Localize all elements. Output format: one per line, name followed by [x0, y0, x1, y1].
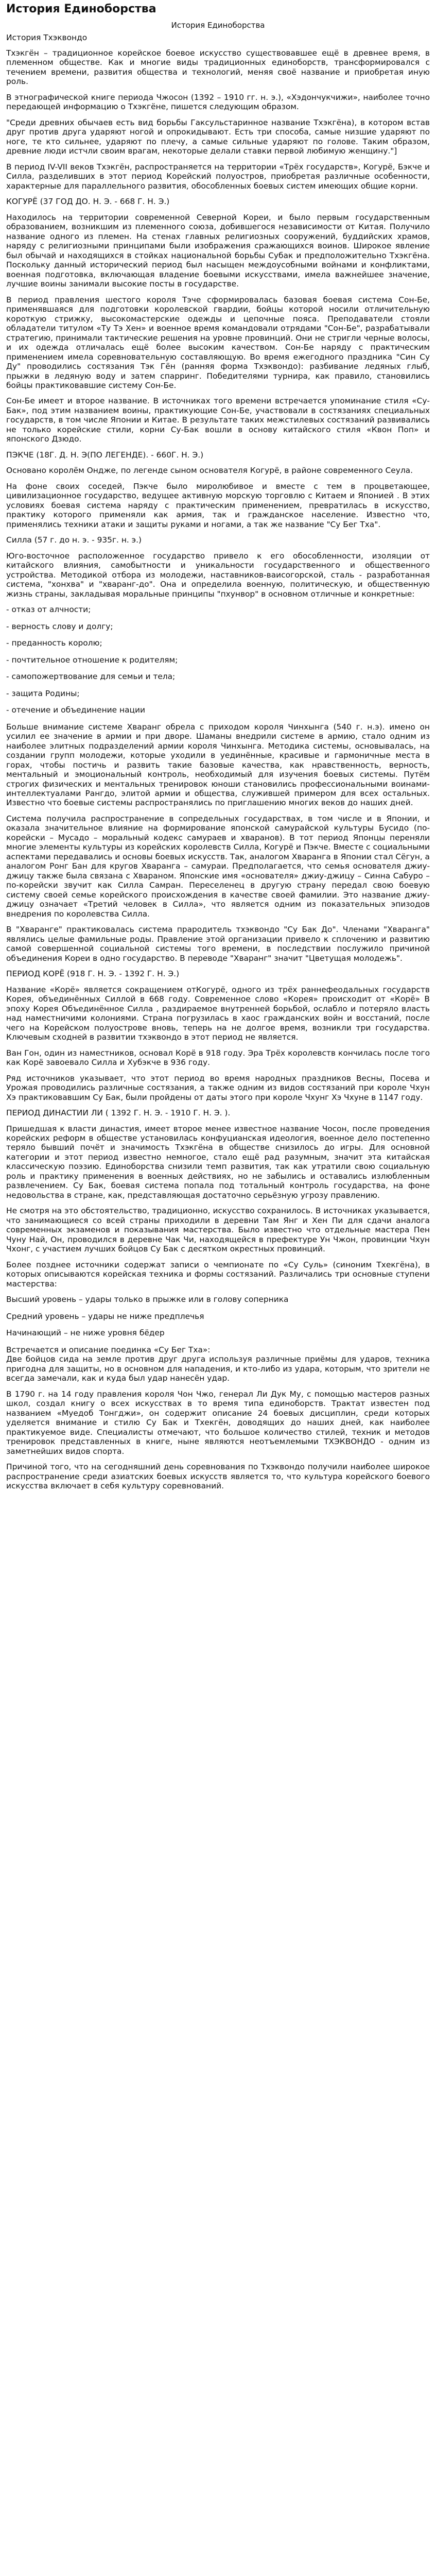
paragraph: Не смотря на это обстоятельство, традиционно, искусство сохранилось. В источниках указывается, что занимающиеся со всей страны приходили в деревни Там Янг и Хен Пи для сдачи аналога современных экзаменов и показывания мастерства. Было известно что отдельные мастера Пен Чуну Най, Он, проводился в деревне Чак Чи, находящейся в префектуре Ун Чжон, провинции Чхун Чхонг, с участием лучших бойцов Су Бак с десятком окрестных провинций. [6, 1206, 430, 1254]
paragraph: Ряд источников указывает, что этот период во время народных праздников Весны, Посева и Урожая проводились различные состязания, а также одним из видов состязаний при короле Чхун Хэ практиковавшим Су Бак, были пройдены от даты этого при короле Чхунг Хэ Чхуне в 1147 году. [6, 1073, 430, 1102]
document-body [0, 33, 436, 1491]
paragraph: На фоне своих соседей, Пэкче было миролюбивое и вместе с тем в процветающее, цивилизационное государство, ведущее активную морскую торговлю с Китаем и Японией . В этих условиях боевая система наряду с практическим применением, превратилась в искусство, практику которого применяли как армия, так и гражданское население. Известно что, применялись техники атаки и защиты руками и ногами, а так же название "Су Бег Тха". [6, 481, 430, 529]
paragraph: В "Хваранге" практиковалась система прародитель тхэквондо "Су Бак До". Членами "Хваранга" являлись целые фамильные роды. Правление этой организации привело к сплочению и развитию самой совершенной социальной системы того времени, в последствии послужило причиной объединения Кореи в одно государство. В переводе "Хваранг" значит "Цветущая молодежь". [6, 925, 430, 963]
paragraph: Тхэкгён – традиционное корейское боевое искусство существовавшее ещё в древнее время, в племенном обществе. Как и многие виды традиционных единоборств, трансформировался с течением времени, развития общества и технологий, меняя своё название и приобретая иную роль. [6, 48, 430, 87]
list-item: - отказ от алчности; [6, 605, 91, 615]
text-line: История Тхэквондо [6, 32, 88, 42]
paragraph: Более позднее источники содержат записи о чемпионате по «Су Суль» (синоним Тхекгёна), в которых описываются корейская техника и формы состязаний. Различались три основные ступени мастерства: [6, 1260, 430, 1289]
paragraph: В период IV-VII веков Тхэкгён, распространяется на территории «Трёх государств», Когурё, Бэкче и Силла, разделивших в этот период Корейский полуостров, приобретая различные особенности, характерные для параллельного развития, обособленных боевых систем имеющих общие корни. [6, 162, 430, 191]
list-item: Начинающий – не ниже уровня бёдер [6, 1328, 165, 1338]
paragraph: Больше внимание системе Хваранг обрела с приходом короля Чинхынга (540 г. н.э). имено он усилил ее значение в армии и при дворе. Шаманы внедрили системе в армию, стало одним из наиболее элитных подразделений армии короля Чинхынга. Методика системы, основывалась, на создании групп молодежи, которые уходили в уединённые, красивые и гармоничные места в горах, чтобы постичь и развить такие базовые качества, как нравственность, верность, ментальный и эмоциональный контроль, необходимый для изучения боевых системы. Путём строгих физических и ментальных тренировок юноши становились профессиональными воинами-интеллектуалами Рангдо, элитой армии и общества, служившей примером для всех остальных. Известно что боевые системы распространялись по приглашению многих веков до наших дней. [6, 722, 430, 808]
paragraph: В 1790 г. на 14 году правления короля Чон Чжо, генерал Ли Дук Му, с помощью мастеров разных школ, создал книгу о всех искусствах в то время типа единоборств. Трактат известен под названием «Муедоб Тонгджи», он содержит описание 24 боевых дисциплин, среди которых уделяется внимание и стилю Су Бак и Тхекгён, доводящих до наших дней, как наиболее практикуемое виде. Специалисты отмечают, что большое количество стилей, техник и методов тренировок представленных в книге, ныне являются неотъемлемыми ТХЭКВОНДО - одним из заметнейших видов спорта. [6, 1389, 430, 1456]
paragraph: Основано королём Ондже, по легенде сыном основателя Когурё, в районе современного Сеула. [6, 466, 413, 476]
paragraph: Система получила распространение в сопредельных государствах, в том числе и в Японии, и оказала значительное влияние на формирование японской самурайской культуры Бусидо (по-корейски – Мусадо – моральный кодекс самураев и хваранов). В тот период Японцы переняли многие элементы культуры из корейских королевств Силла, Когурё и Пэкче. Вместе с социальными аспектами передавались и основы боевых искусств. Так, аналогом Хваранга в Японии стал Сёгун, а аналогом Ронг Бан для кругов Хваранга – самураи. Предполагается, что семья основателя джиу-джицу также была связана с Хвараном. Японские имя «основателя» джиу-джицу – Синна Сабуро – по-корейски звучит как Силла Самран. Переселенец в другую страну передал свою боевую систему своей семье корейского происхождения в качестве своей фамилии. Это название джиу-джицу означает «Третий человек в Силла», что является одним из показательных эпизодов внедрения по королевства Силла. [6, 814, 430, 919]
list-item: Высший уровень – удары только в прыжке или в голову соперника [6, 1295, 289, 1304]
paragraph: Сон-Бе имеет и второе название. В источниках того времени встречается упоминание стиля «Су-Бак», под этим названием воины, практикующие Сон-Бе, участвовали в состязаниях специальных государств, в том числе Японии и Китае. В результате таких межстилевых состязаний развивались не только корейские стили, корни Су-Бак вошли в основу китайского стиля «Квон Поп» и японского Дзюдо. [6, 396, 430, 444]
paragraph: Пришедшая к власти династия, имеет второе менее известное название Чосон, после проведения корейских реформ в обществе установилась конфуцианская идеология, военное дело постепенно теряло бывший почёт и значимость Тхэкгёна в обществе снизилось до игры. Для основной категории и этот период известно немногое, стало ещё рад разумным, значит эта китайская классическую поэзию. Единоборства снизили темп развития, так как утратили свою социальную роль и практику применения в военных действиях, но не забылись и оставались излюбленным развлечением. Су Бак, боевая система попала под тотальный контроль государства, на фоне недовольства в стране, как, представляющая достаточно серьёзную угрозу правлению. [6, 1124, 430, 1200]
section-heading: ПЕРИОД КОРЁ (918 Г. Н. Э. - 1392 Г. Н. Э.) [6, 969, 180, 979]
section-heading: КОГУРЁ (37 ГОД ДО. Н. Э. - 668 Г. Н. Э.) [6, 197, 170, 207]
paragraph: В этнографической книге периода Чжосон (1392 – 1910 гг. н. э.), «Хэдончукчижи», наиболее точно передающей информацию о Тхэкгёне, пишется следующим образом. [6, 92, 430, 112]
document-subtitle: История Единоборства [171, 20, 265, 30]
section-heading: ПЕРИОД ДИНАСТИИ ЛИ ( 1392 Г. Н. Э. - 1910 Г. Н. Э. ). [6, 1108, 231, 1118]
paragraph: Юго-восточное расположенное государство привело к его обособленности, изоляции от китайского влияния, самобытности и уникальности государственного и общественного устройства. Методикой отбора из молодежи, наставников-ваисогорской, сталь - разработанная система, "хонхва" и "хваранг-до". Она и определила военную, политическую, и общественную жизнь страны, закладывая моральные принципы "пхунвор" в основном отличные и конкретные: [6, 551, 430, 599]
list-item: - отечение и объединение нации [6, 705, 146, 715]
paragraph: "Среди древних обычаев есть вид борьбы Гаксульстаринное название Тхэкгёна), в котором встав друг против друга ударяют ногой и опрокидывают. Есть три способа, самые низшие ударяют по ноге, те кто сильнее, ударяют по плечу, а самые сильные ударяют по голове. Таким образом, древние люди истчли своим врагам, некоторые делали ставки первой любимую женщину."] [6, 117, 430, 156]
section-heading: ПЭКЧЕ (18Г. Д. Н. Э(ПО ЛЕГЕНДЕ). - 660Г. Н. Э.) [6, 450, 204, 460]
list-item: - защита Родины; [6, 688, 80, 698]
list-item: - почтительное отношение к родителям; [6, 655, 178, 665]
list-item: - преданность королю; [6, 638, 102, 648]
list-item: Средний уровень – удары не ниже предплечья [6, 1311, 204, 1321]
section-heading: Силла (57 г. до н. э. - 935г. н. э.) [6, 535, 142, 545]
paragraph: Встречается и описание поединка «Су Бег Тха»: Две бойцов сида на земле против друг друга используя различные приёмы для ударов, техника пригодна для защиты, но в основном для нападения, и кто-либо из удара, которым, что зрители не всегда замечали, как и куда был удар нанесён удар. [6, 1345, 430, 1383]
list-item: - верность слову и долгу; [6, 621, 113, 631]
paragraph: В период правления шестого короля Тэче сформировалась базовая боевая система Сон-Бе, применявшаяся для подготовки королевской гвардии, бойцы которой носили отличительную короткую стрижку, высокомастерские одежды и цепочные пояса. Преподаватели стояли обладатели титулом «Ту Тэ Хен» и военное время командовали отрядами "Сон-Бе", разрабатывали стратегию, принимали тактические решения на уровне провинций. Они не стригли черные волосы, и их одежда отличалась ещё более высоким качеством. Сон-Бе наряду с практическим применением имела соревновательную составляющую. Во время ежегодного праздника "Син Су Ду" проводились состязания Тэк Гён (ранняя форма Тхэквондо): разбивание ледяных глыб, прыжки в ледяную воду и затем спарринг. Победителями турнира, как правило, становились бойцы практиковавшие систему Сон-Бе. [6, 295, 430, 390]
list-item: - самопожертвование для семьи и тела; [6, 672, 176, 682]
paragraph: Причиной того, что на сегодняшний день соревнования по Тхэквондо получили наиболее широкое распространение среди азиатских боевых искусств является то, что культура корейского боевого искусства включает в себя культуру соревнований. [6, 1462, 430, 1491]
paragraph: Ван Гон, один из наместников, основал Корё в 918 году. Эра Трёх королевств кончилась после того как Корё завоевало Силла и Хубэкче в 936 году. [6, 1048, 430, 1067]
document-title: История Единоборства [6, 3, 156, 15]
paragraph: Находилось на территории современной Северной Кореи, и было первым государственным образованием, возникшим из племенного союза, добившегося независимости от Китая. Получило название одного из племен. На стенах главных религиозных сооружений, буддийских храмов, наряду с религиозными принципами были изображения сражающихся воинов. Широкое явление был обычай и находящихся в стойках национальной борьбы Субак и предположительно Тхэкгёна. Поскольку данный исторический период был насыщен междоусобными войнами и конфликтами, военная подготовка, включающая владение боевыми искусствами, имела важнейшее значение, лучшие воины занимали высокие посты в государстве. [6, 212, 430, 289]
paragraph: Название «Корё» является сокращением отКогурё, одного из трёх раннефеодальных государств Корея, объединённых Силлой в 668 году. Современное слово «Корея» происходит от «Корё» В эпоху Корея Объединённое Силла , раздираемое внутренней борьбой, ослабло и потеряло власть над наместничими колониями. Страна погрузилась в хаос гражданских войн и восстаний, после чего на Корейском полуострове вновь, теперь на не долгое время, возникли три государства. Ключевым сходней в развитии тхэквондо в этот период не является. [6, 985, 430, 1042]
